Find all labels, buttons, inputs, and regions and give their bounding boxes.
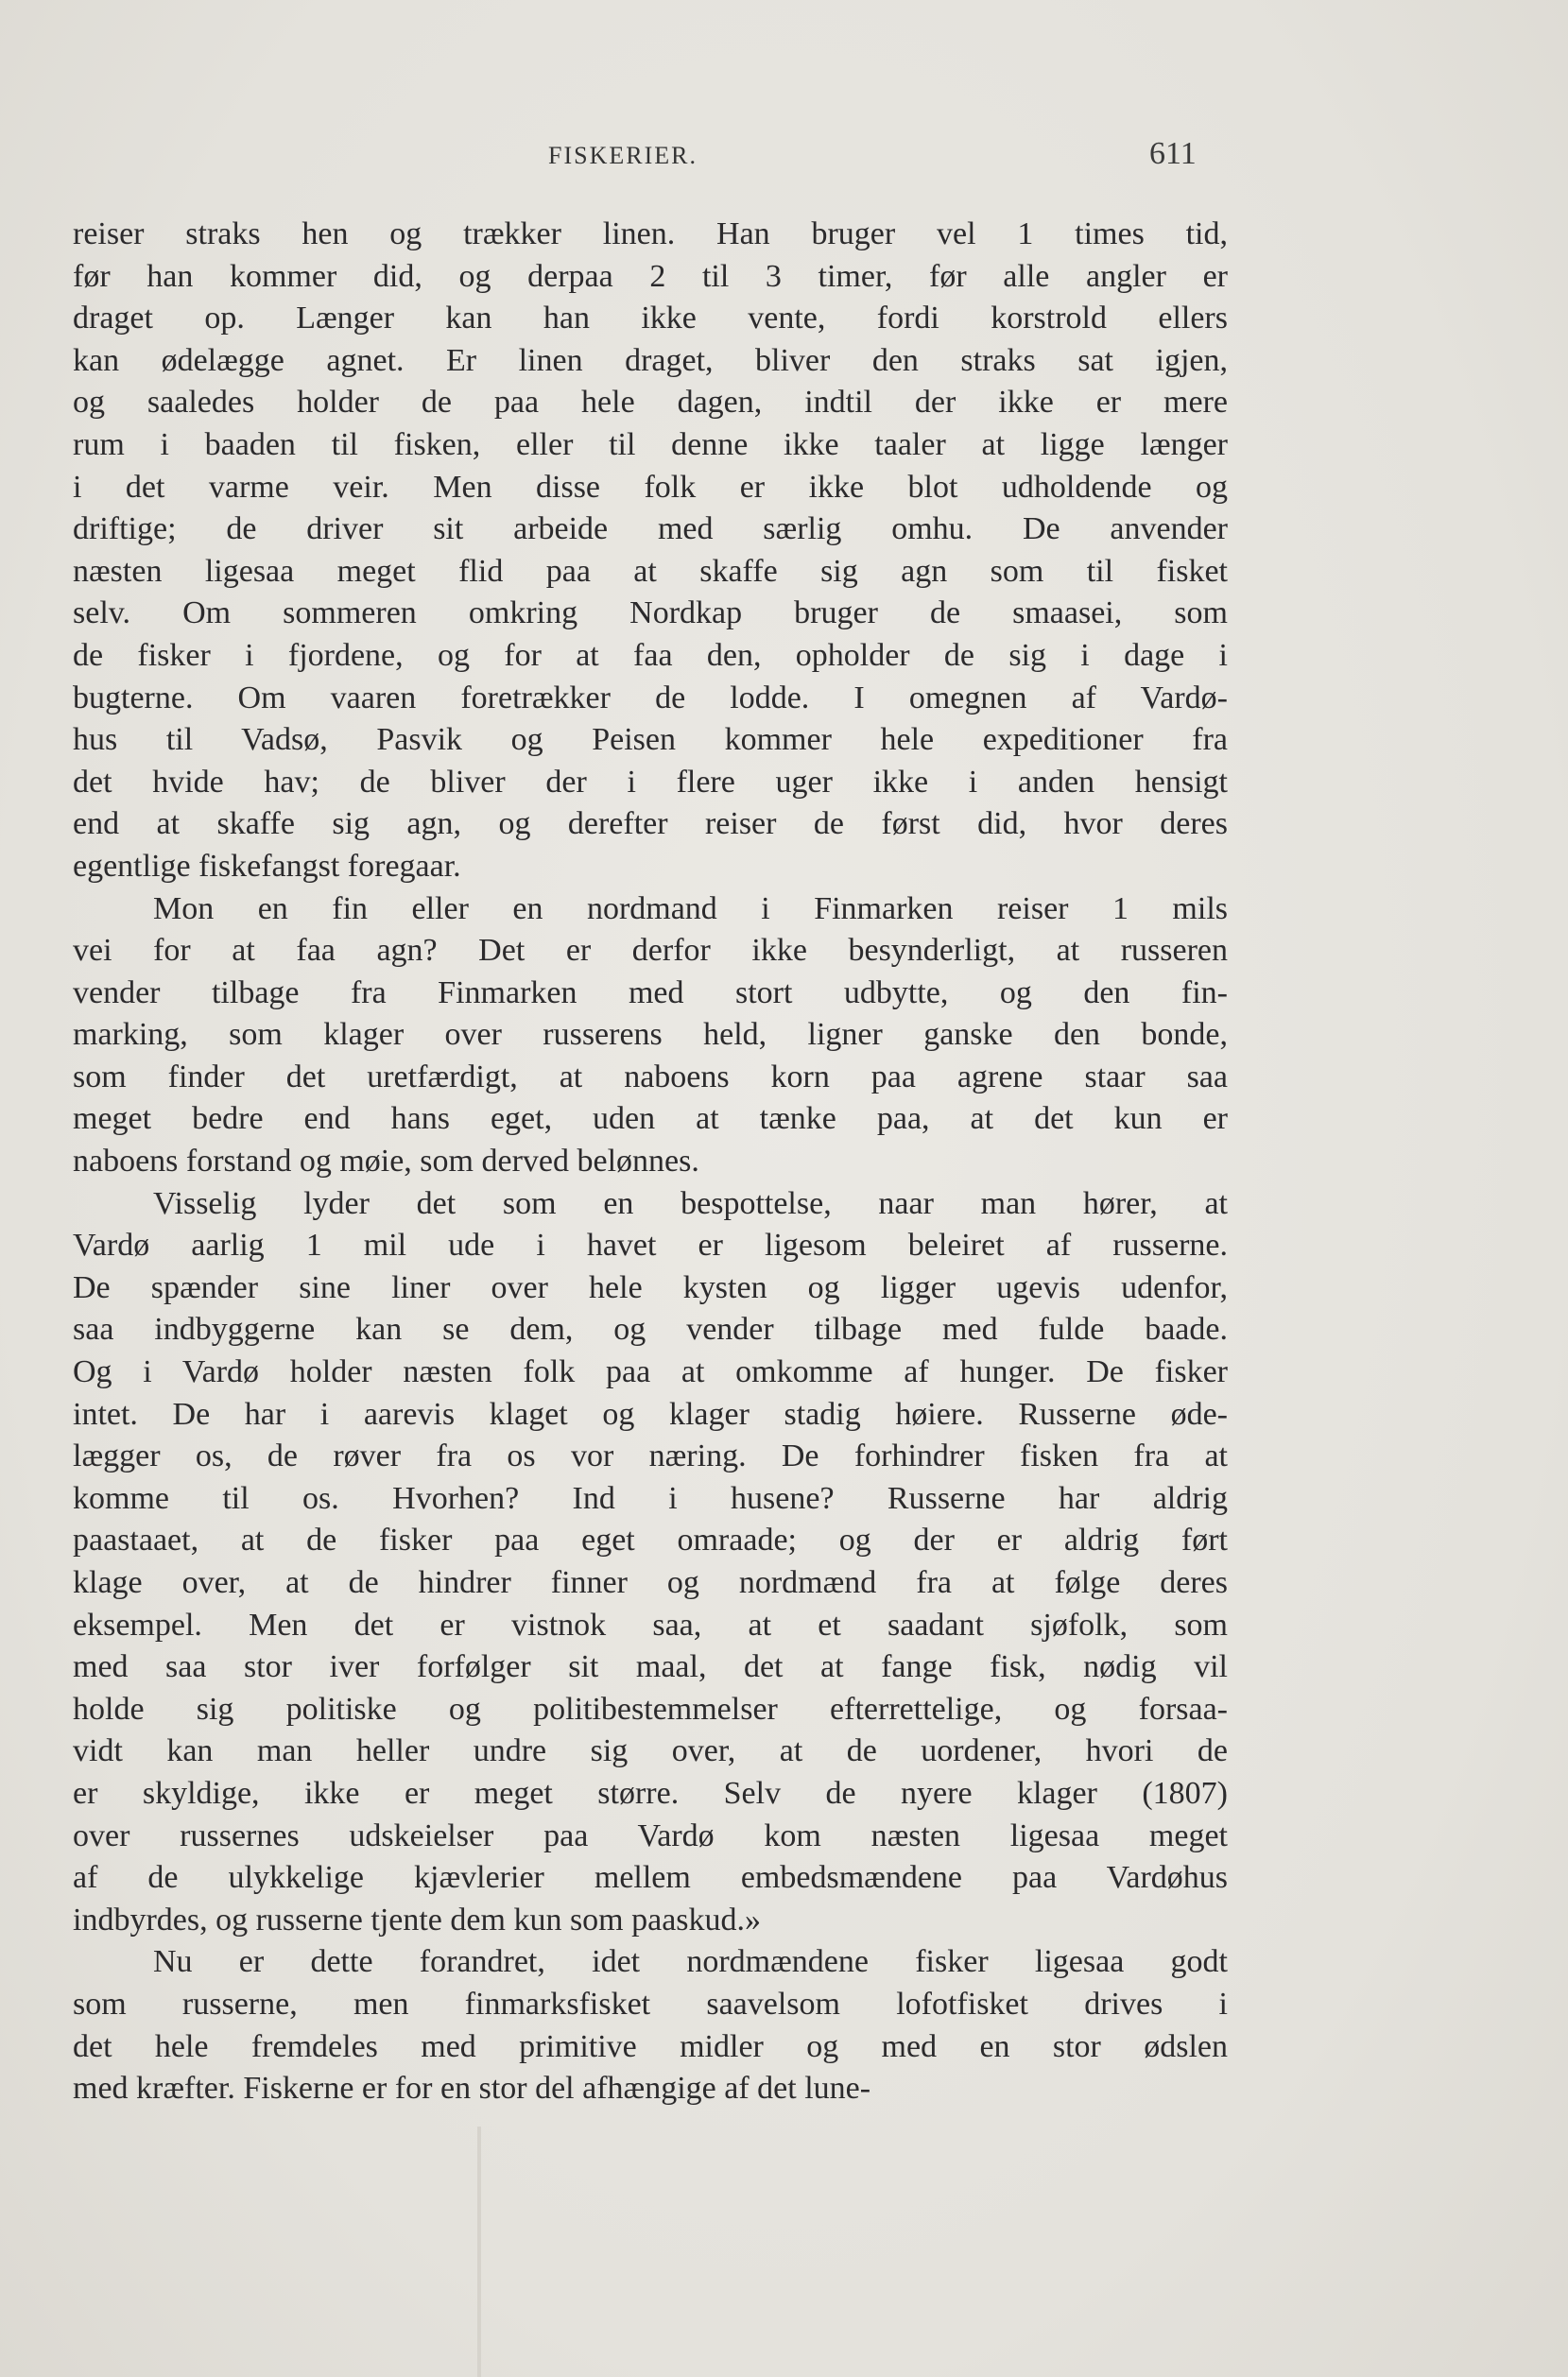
text-line: egentlige fiskefangst foregaar. [73, 848, 461, 884]
text-line: med saa stor iver forfølger sit maal, det at fange fisk, nødig vil [73, 1649, 1228, 1685]
text-line: det hele fremdeles med primitive midler og med en stor ødslen [73, 2028, 1228, 2064]
text-line: De spænder sine liner over hele kysten og ligger ugevis udenfor, [73, 1269, 1228, 1305]
page-fold-shadow [477, 2127, 481, 2377]
text-line: indbyrdes, og russerne tjente dem kun som paaskud.» [73, 1902, 762, 1938]
text-line: end at skaffe sig agn, og derefter reiser de først did, hvor deres [73, 806, 1228, 842]
text-line: kan ødelægge agnet. Er linen draget, bliver den straks sat igjen, [73, 342, 1228, 378]
text-line: Nu er dette forandret, idet nordmændene fisker ligesaa godt [153, 1944, 1228, 1980]
body-text [73, 214, 1228, 2110]
running-title: FISKERIER. [548, 142, 698, 169]
text-line: rum i baaden til fisken, eller til denne ikke taaler at ligge længer [73, 426, 1228, 462]
text-line: vender tilbage fra Finmarken med stort udbytte, og den fin- [73, 974, 1228, 1010]
text-line: driftige; de driver sit arbeide med særlig omhu. De anvender [73, 511, 1228, 547]
text-line: draget op. Længer kan han ikke vente, fordi korstrold ellers [73, 301, 1228, 336]
text-line: næsten ligesaa meget flid paa at skaffe sig agn som til fisket [73, 553, 1228, 589]
text-line: vidt kan man heller undre sig over, at de uordener, hvori de [73, 1733, 1228, 1769]
text-line: lægger os, de røver fra os vor næring. De forhindrer fisken fra at [73, 1438, 1228, 1474]
text-line: Mon en fin eller en nordmand i Finmarken reiser 1 mils [153, 890, 1228, 926]
text-line: bugterne. Om vaaren foretrækker de lodde. I omegnen af Vardø- [73, 680, 1228, 715]
text-line: komme til os. Hvorhen? Ind i husene? Russerne har aldrig [73, 1480, 1228, 1516]
text-line: før han kommer did, og derpaa 2 til 3 timer, før alle angler er [73, 258, 1228, 294]
text-line: naboens forstand og møie, som derved belønnes. [73, 1144, 699, 1180]
text-line: intet. De har i aarevis klaget og klager stadig høiere. Russerne øde- [73, 1396, 1228, 1432]
text-line: med kræfter. Fiskerne er for en stor del afhængige af det lune- [73, 2071, 871, 2107]
text-line: som finder det uretfærdigt, at naboens korn paa agrene staar saa [73, 1059, 1228, 1094]
text-line: det hvide hav; de bliver der i flere uger ikke i anden hensigt [73, 764, 1228, 800]
text-line: er skyldige, ikke er meget større. Selv de nyere klager (1807) [73, 1775, 1228, 1811]
text-line: og saaledes holder de paa hele dagen, indtil der ikke er mere [73, 385, 1228, 421]
text-line: holde sig politiske og politibestemmelser efterrettelige, og forsaa- [73, 1691, 1228, 1727]
page-number: 611 [1149, 136, 1197, 171]
text-line: Visselig lyder det som en bespottelse, naar man hører, at [153, 1185, 1228, 1221]
text-line: reiser straks hen og trækker linen. Han bruger vel 1 times tid, [73, 216, 1228, 251]
text-line: som russerne, men finmarksfisket saavelsom lofotfisket drives i [73, 1986, 1228, 2022]
text-line: eksempel. Men det er vistnok saa, at et saadant sjøfolk, som [73, 1607, 1228, 1643]
text-line: meget bedre end hans eget, uden at tænke paa, at det kun er [73, 1101, 1228, 1137]
text-line: selv. Om sommeren omkring Nordkap bruger de smaasei, som [73, 595, 1228, 631]
text-line: Vardø aarlig 1 mil ude i havet er ligesom beleiret af russerne. [73, 1228, 1228, 1264]
text-line: af de ulykkelige kjævlerier mellem embedsmændene paa Vardøhus [73, 1860, 1228, 1896]
text-line: hus til Vadsø, Pasvik og Peisen kommer hele expeditioner fra [73, 722, 1228, 758]
page-header [76, 136, 1229, 180]
text-line: Og i Vardø holder næsten folk paa at omkomme af hunger. De fisker [73, 1354, 1228, 1390]
text-line: saa indbyggerne kan se dem, og vender tilbage med fulde baade. [73, 1312, 1228, 1348]
text-line: over russernes udskeielser paa Vardø kom næsten ligesaa meget [73, 1817, 1228, 1853]
text-line: paastaaet, at de fisker paa eget omraade; og der er aldrig ført [73, 1523, 1228, 1559]
text-line: marking, som klager over russerens held, ligner ganske den bonde, [73, 1017, 1228, 1053]
text-line: i det varme veir. Men disse folk er ikke blot udholdende og [73, 469, 1228, 505]
text-line: klage over, at de hindrer finner og nordmænd fra at følge deres [73, 1565, 1228, 1600]
text-line: vei for at faa agn? Det er derfor ikke besynderligt, at russeren [73, 933, 1228, 969]
text-line: de fisker i fjordene, og for at faa den, opholder de sig i dage i [73, 637, 1228, 673]
